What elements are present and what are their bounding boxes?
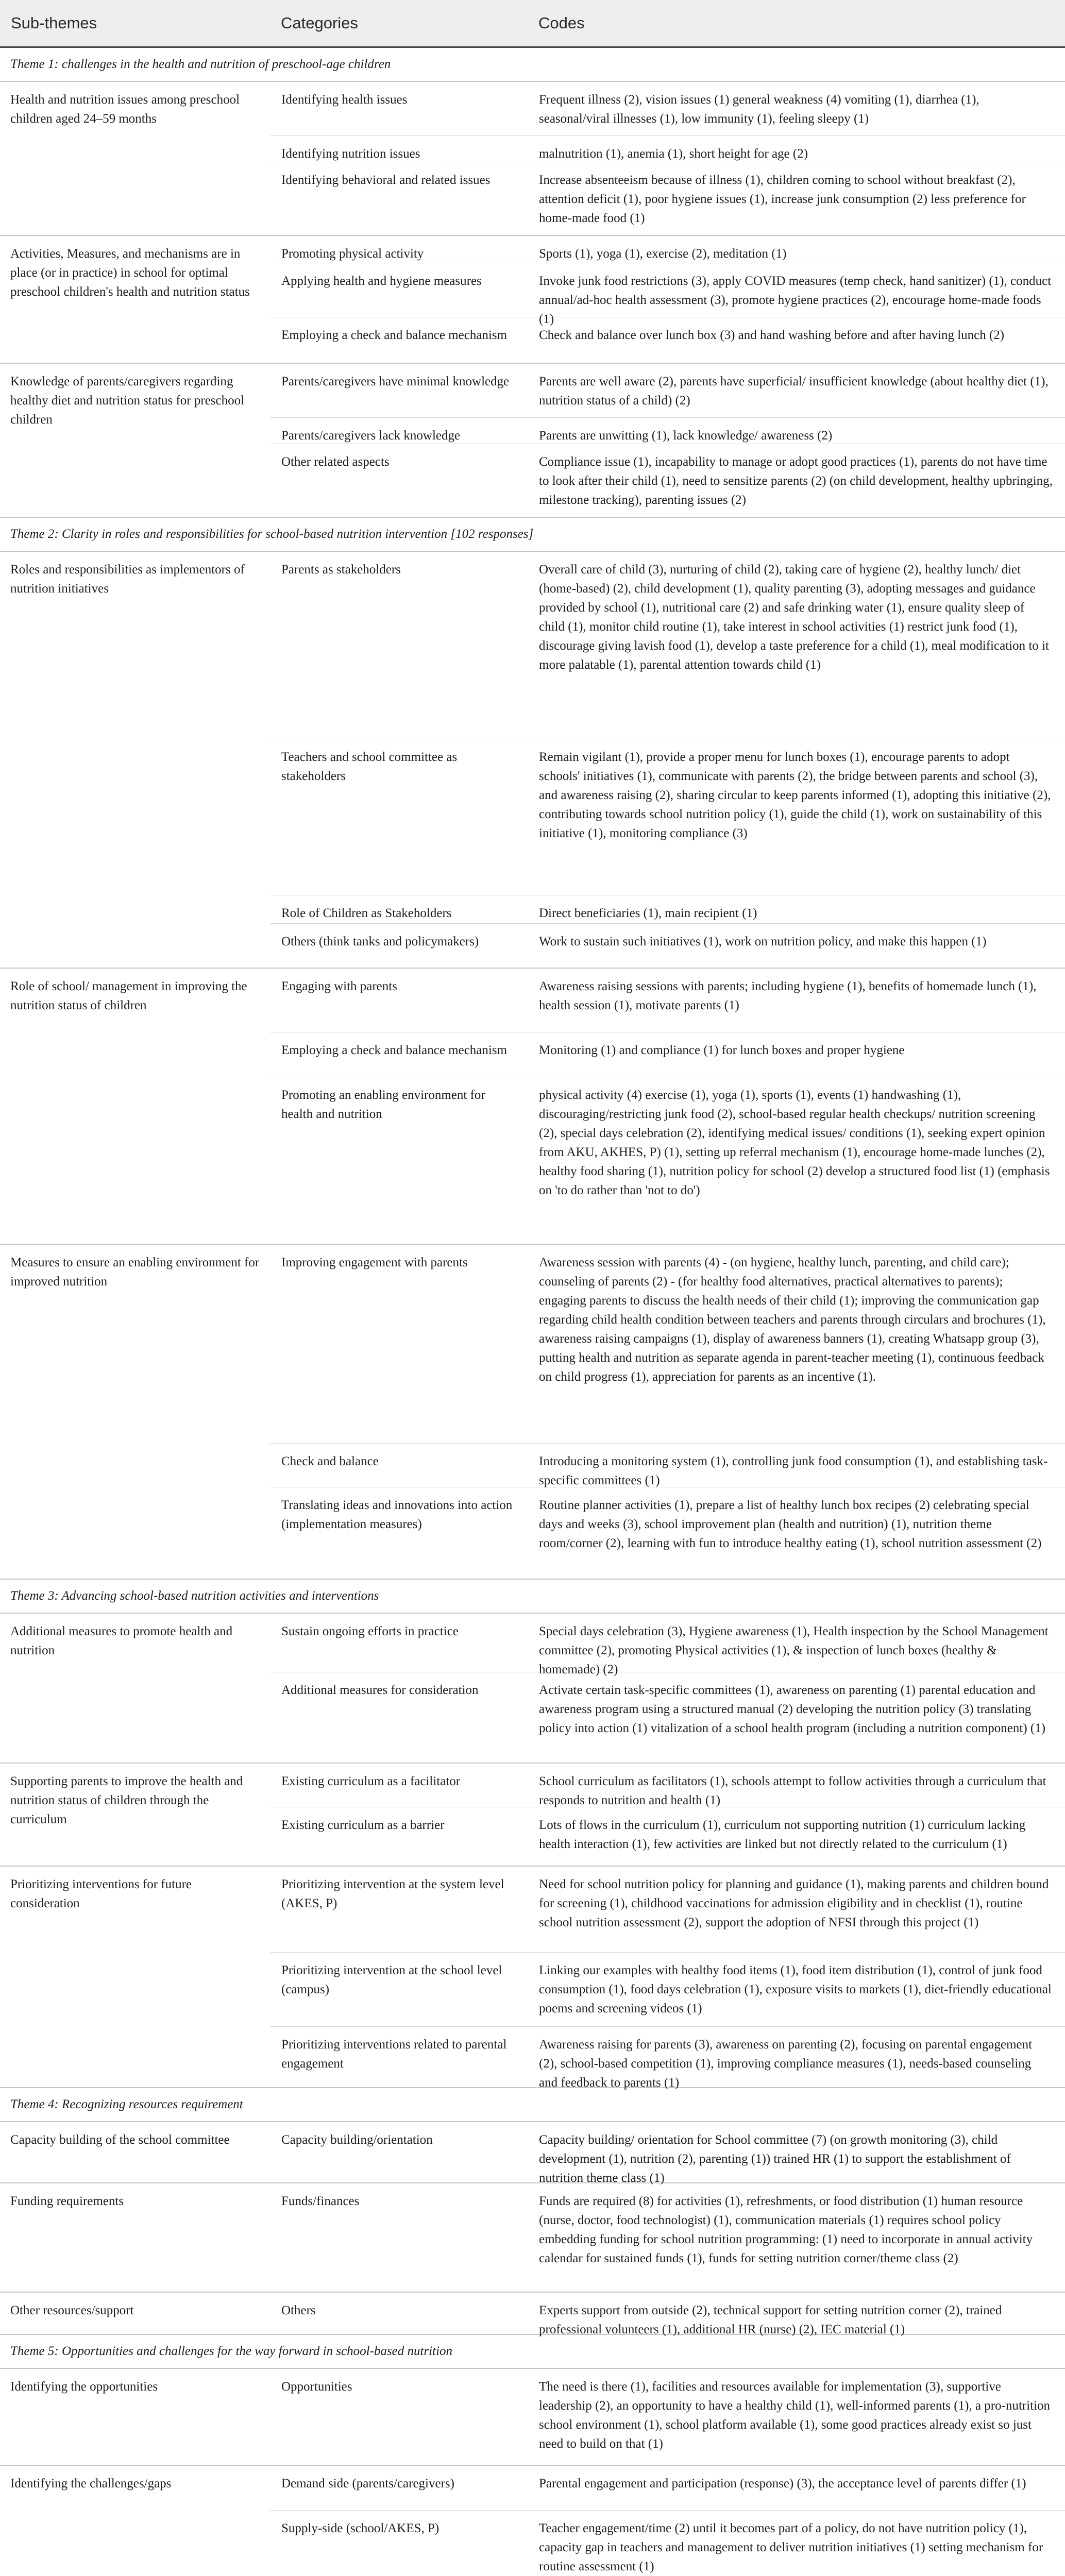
category-codes: Increase absenteeism because of illness (1), children coming to school without breakfast (2), attention deficit (1), poor hygiene issues (1), increase junk consumption (2) less preference for home-made food (1)	[539, 173, 1026, 225]
subtheme-row	[0, 2183, 1065, 2293]
category-row	[270, 924, 1065, 968]
subtheme-row	[0, 552, 1065, 969]
subtheme-name: Supporting parents to improve the health and nutrition status of children through the curriculum	[10, 1774, 243, 1826]
category-group	[270, 1614, 1065, 1762]
category-codes: Work to sustain such initiatives (1), work on nutrition policy, and make this happen (1)	[539, 935, 987, 948]
category-row	[270, 1444, 1065, 1487]
category-codes: Parental engagement and participation (response) (3), the acceptance level of parents differ (1)	[539, 2477, 1026, 2490]
category-name: Sustain ongoing efforts in practice	[281, 1624, 459, 1638]
subtheme-row	[0, 1245, 1065, 1580]
table-header	[0, 0, 1065, 48]
category-codes: Special days celebration (3), Hygiene awareness (1), Health inspection by the School Management committee (2), promoting Physical activities (1), & inspection of lunch boxes (healthy & homemade) (2)	[539, 1624, 1049, 1676]
category-name: Role of Children as Stakeholders	[281, 906, 452, 920]
category-codes: Direct beneficiaries (1), main recipient (1)	[539, 906, 757, 920]
category-row	[270, 236, 1065, 263]
category-group	[270, 2183, 1065, 2292]
subtheme-row	[0, 1867, 1065, 2088]
subtheme-name: Role of school/ management in improving the nutrition status of children	[10, 979, 247, 1012]
category-name: Prioritizing intervention at the system level (AKES, P)	[281, 1877, 504, 1910]
subtheme-row	[0, 2369, 1065, 2466]
subtheme-name: Capacity building of the school committee	[10, 2133, 230, 2147]
category-row	[270, 1672, 1065, 1762]
subtheme-row	[0, 2466, 1065, 2576]
category-name: Funds/finances	[281, 2194, 360, 2208]
subtheme-name: Health and nutrition issues among preschool children aged 24–59 months	[10, 93, 240, 126]
category-row	[270, 1764, 1065, 1807]
category-group	[270, 364, 1065, 517]
category-codes: Awareness raising for parents (3), awareness on parenting (2), focusing on parental engagement (2), school-based competition (1), improving compliance measures (1), needs-based counseling and feedback to parents (1)	[539, 2038, 1033, 2090]
category-codes: Awareness raising sessions with parents; including hygiene (1), benefits of homemade lunch (1), health session (1), motivate parents (1)	[539, 979, 1037, 1012]
theme-heading: Theme 2: Clarity in roles and responsibilities for school-based nutrition intervention [102 responses]	[0, 518, 1065, 552]
category-group	[270, 82, 1065, 235]
category-row	[270, 263, 1065, 326]
category-group	[270, 2466, 1065, 2576]
category-name: Opportunities	[281, 2380, 352, 2394]
category-name: Prioritizing interventions related to parental engagement	[281, 2038, 507, 2071]
subtheme-name: Measures to ensure an enabling environment for improved nutrition	[10, 1256, 260, 1289]
category-group	[270, 552, 1065, 968]
category-name: Demand side (parents/caregivers)	[281, 2477, 454, 2490]
category-group	[270, 1245, 1065, 1579]
category-name: Others	[281, 2303, 316, 2317]
category-group	[270, 2122, 1065, 2185]
category-name: Applying health and hygiene measures	[281, 274, 482, 288]
subtheme-row	[0, 1764, 1065, 1867]
category-name: Supply-side (school/AKES, P)	[281, 2521, 439, 2535]
category-codes: The need is there (1), facilities and resources available for implementation (3), supportive leadership (2), an opportunity to have a healthy child (1), well-informed parents (1), a pro-nutrition school environment (1), school platform available (1), some good practices already exist so just need to build on that (1)	[539, 2380, 1051, 2451]
category-row	[270, 1245, 1065, 1444]
subtheme-row	[0, 236, 1065, 364]
subtheme-name: Additional measures to promote health and nutrition	[10, 1624, 233, 1657]
theme-heading: Theme 3: Advancing school-based nutrition activities and interventions	[0, 1580, 1065, 1614]
category-name: Identifying behavioral and related issues	[281, 173, 491, 187]
header-subthemes: Sub-themes	[11, 14, 97, 32]
category-codes: Routine planner activities (1), prepare a list of healthy lunch box recipes (2) celebrating special days and weeks (3), school improvement plan (health and nutrition) (1), nutrition theme room/corner (2), learning with fun to introduce healthy eating (1), school nutrition assessment (2)	[539, 1498, 1042, 1550]
category-codes: Linking our examples with healthy food items (1), food item distribution (1), control of junk food consumption (1), food days celebration (1), exposure visits to markets (1), diet-friendly educational poems and screening videos (1)	[539, 1963, 1052, 2015]
category-row	[270, 1807, 1065, 1866]
subtheme-name: Funding requirements	[10, 2194, 124, 2208]
category-row	[270, 364, 1065, 418]
category-name: Check and balance	[281, 1454, 379, 1468]
category-row	[270, 162, 1065, 235]
subtheme-row	[0, 969, 1065, 1245]
category-codes: School curriculum as facilitators (1), schools attempt to follow activities through a curriculum that responds to nutrition and health (1)	[539, 1774, 1046, 1807]
category-codes: Activate certain task-specific committees (1), awareness on parenting (1) parental education and awareness program using a structured manual (2) developing the nutrition policy (3) translating policy into action (1) vitalization of a school health program (including a nutrition component) (1)	[539, 1683, 1046, 1735]
category-row	[270, 2511, 1065, 2576]
category-row	[270, 317, 1065, 363]
category-codes: Monitoring (1) and compliance (1) for lunch boxes and proper hygiene	[539, 1043, 905, 1057]
category-codes: Need for school nutrition policy for planning and guidance (1), making parents and children bound for screening (1), childhood vaccinations for admission eligibility and in checklist (1), routine school nutrition assessment (2), support the adoption of NFSI through this project (1)	[539, 1877, 1049, 1929]
category-codes: Parents are unwitting (1), lack knowledge/ awareness (2)	[539, 429, 833, 443]
category-group	[270, 969, 1065, 1244]
theme-heading: Theme 5: Opportunities and challenges for the way forward in school-based nutrition	[0, 2335, 1065, 2369]
category-group	[270, 1764, 1065, 1866]
category-row	[270, 2293, 1065, 2334]
category-group	[270, 1867, 1065, 2090]
category-group	[270, 2293, 1065, 2334]
category-name: Identifying health issues	[281, 93, 408, 107]
category-group	[270, 236, 1065, 363]
category-codes: malnutrition (1), anemia (1), short height for age (2)	[539, 147, 808, 161]
category-name: Translating ideas and innovations into action (implementation measures)	[281, 1498, 513, 1531]
category-codes: Teacher engagement/time (2) until it becomes part of a policy, do not have nutrition policy (1), capacity gap in teachers and management to deliver nutrition initiatives (1) setting mechanism for routine assessment (1)	[539, 2521, 1043, 2573]
category-codes: Invoke junk food restrictions (3), apply COVID measures (temp check, hand sanitizer) (1), conduct annual/ad-hoc health assessment (3), promote hygiene practices (2), encourage home-made foods (1)	[539, 274, 1052, 326]
category-name: Capacity building/orientation	[281, 2133, 433, 2147]
category-name: Improving engagement with parents	[281, 1256, 468, 1269]
category-row	[270, 1077, 1065, 1244]
category-codes: Parents are well aware (2), parents have superficial/ insufficient knowledge (about healthy diet (1), nutrition status of a child) (2)	[539, 375, 1049, 408]
category-row	[270, 444, 1065, 517]
category-row	[270, 2122, 1065, 2185]
category-codes: Sports (1), yoga (1), exercise (2), meditation (1)	[539, 247, 787, 261]
category-codes: Remain vigilant (1), provide a proper menu for lunch boxes (1), encourage parents to adopt schools' initiatives (1), communicate with parents (2), the bridge between parents and school (3), and awareness raising (2), sharing circular to keep parents informed (1), adopting this initiative (2), contributing towards school nutrition policy (1), guide the child (1), work on sustainability of this initiative (1), monitoring compliance (3)	[539, 750, 1051, 840]
category-codes: Overall care of child (3), nurturing of child (2), taking care of hygiene (2), healthy lunch/ diet (home-based) (2), child development (1), quality parenting (3), adopting messages and guidance provided by school (1), nutritional care (2) and safe drinking water (1), ensure quality sleep of child (1), monitor child routine (1), take interest in school activities (1) restrict junk food (1), discourage giving lavish food (1), develop a taste preference for a child (1), meal modification to it more palatable (1), parental attention towards child (1)	[539, 563, 1049, 672]
category-codes: Experts support from outside (2), technical support for setting nutrition corner (2), trained professional volunteers (1), additional HR (nurse) (2), IEC material (1)	[539, 2303, 1002, 2336]
category-codes: Funds are required (8) for activities (1), refreshments, or food distribution (1) human resource (nurse, doctor, food technologist) (1), communication materials (1) requires school policy embedding funding for school nutrition programming: (1) need to incorporate in annual activity calendar for sustained funds (1), funds for setting nutrition corner/theme class (2)	[539, 2194, 1033, 2265]
subtheme-name: Activities, Measures, and mechanisms are in place (or in practice) in school for optimal preschool children's health and nutrition status	[10, 247, 250, 299]
category-name: Employing a check and balance mechanism	[281, 328, 508, 342]
category-name: Identifying nutrition issues	[281, 147, 420, 161]
subtheme-row	[0, 364, 1065, 518]
subtheme-name: Knowledge of parents/caregivers regarding healthy diet and nutrition status for preschool children	[10, 375, 245, 427]
category-row	[270, 1614, 1065, 1676]
subtheme-name: Identifying the opportunities	[10, 2380, 158, 2394]
category-row	[270, 418, 1065, 444]
category-row	[270, 2183, 1065, 2292]
header-codes: Codes	[538, 14, 585, 32]
category-name: Other related aspects	[281, 455, 390, 469]
category-codes: Awareness session with parents (4) - (on hygiene, healthy lunch, parenting, and child care); counseling of parents (2) - (for healthy food alternatives, practical alternatives to parents); engaging parents to discuss the health needs of their child (1); improving the communication gap regarding child health condition between teachers and parents through circulars and brochures (1), awareness raising campaigns (1), display of awareness banners (1), creating Whatsapp group (3), putting health and nutrition as separate agenda in parent-teacher meeting (1), continuous feedback on child progress (1), appreciation for parents as an incentive (1).	[539, 1256, 1046, 1384]
category-name: Additional measures for consideration	[281, 1683, 479, 1697]
category-row	[270, 2027, 1065, 2090]
subtheme-row	[0, 82, 1065, 236]
category-name: Engaging with parents	[281, 979, 397, 993]
category-row	[270, 2466, 1065, 2511]
category-row	[270, 1032, 1065, 1077]
subtheme-row	[0, 2122, 1065, 2183]
category-row	[270, 739, 1065, 895]
category-name: Prioritizing intervention at the school level (campus)	[281, 1963, 502, 1996]
category-codes: Lots of flows in the curriculum (1), curriculum not supporting nutrition (1) curriculum lacking health interaction (1), few activities are linked but not directly related to the curriculum (1)	[539, 1818, 1026, 1851]
category-name: Teachers and school committee as stakeholders	[281, 750, 458, 783]
subtheme-name: Other resources/support	[10, 2303, 134, 2317]
category-name: Existing curriculum as a barrier	[281, 1818, 445, 1832]
category-name: Parents/caregivers lack knowledge	[281, 429, 461, 443]
category-codes: Compliance issue (1), incapability to manage or adopt good practices (1), parents do not have time to look after their child (1), need to sensitize parents (2) (on child development, healthy upbringing, milestone tracking), parenting issues (2)	[539, 455, 1053, 507]
category-name: Promoting physical activity	[281, 247, 424, 261]
category-name: Parents as stakeholders	[281, 563, 401, 577]
category-row	[270, 895, 1065, 924]
category-name: Parents/caregivers have minimal knowledge	[281, 375, 510, 388]
table-body	[0, 48, 1065, 2576]
subtheme-row	[0, 1614, 1065, 1764]
category-codes: physical activity (4) exercise (1), yoga (1), sports (1), events (1) handwashing (1), discouraging/restricting junk food (2), school-based regular health checkups/ nutrition screening (2), special days celebration (2), identifying medical issues/ conditions (1), seeking expert opinion from AKU, AKHES, P) (1), setting up referral mechanism (1), encourage home-made lunches (2), healthy food sharing (1), nutrition policy for school (2) develop a structured food list (1) (emphasis on 'to do rather than 'not to do')	[539, 1088, 1050, 1197]
header-categories: Categories	[281, 14, 358, 32]
theme-heading: Theme 4: Recognizing resources requirement	[0, 2088, 1065, 2122]
category-codes: Introducing a monitoring system (1), controlling junk food consumption (1), and establishing task-specific committees (1)	[539, 1454, 1048, 1487]
category-codes: Capacity building/ orientation for School committee (7) (on growth monitoring (3), child development (1), nutrition (2), parenting (1)) trained HR (1) to support the establishment of nutrition theme class (1)	[539, 2133, 1011, 2185]
category-row	[270, 136, 1065, 162]
category-codes: Check and balance over lunch box (3) and hand washing before and after having lunch (2)	[539, 328, 1005, 342]
category-row	[270, 1953, 1065, 2027]
category-row	[270, 969, 1065, 1032]
category-codes: Frequent illness (2), vision issues (1) general weakness (4) vomiting (1), diarrhea (1), seasonal/viral illnesses (1), low immunity (1), feeling sleepy (1)	[539, 93, 979, 126]
category-row	[270, 552, 1065, 739]
category-row	[270, 82, 1065, 136]
theme-heading: Theme 1: challenges in the health and nutrition of preschool-age children	[0, 48, 1065, 82]
category-name: Existing curriculum as a facilitator	[281, 1774, 461, 1788]
category-group	[270, 2369, 1065, 2465]
subtheme-name: Identifying the challenges/gaps	[10, 2477, 172, 2490]
category-name: Others (think tanks and policymakers)	[281, 935, 479, 948]
category-name: Promoting an enabling environment for health and nutrition	[281, 1088, 485, 1121]
subtheme-name: Prioritizing interventions for future consideration	[10, 1877, 192, 1910]
category-row	[270, 1867, 1065, 1953]
category-row	[270, 2369, 1065, 2465]
subtheme-name: Roles and responsibilities as implementors of nutrition initiatives	[10, 563, 245, 596]
category-name: Employing a check and balance mechanism	[281, 1043, 508, 1057]
subtheme-row	[0, 2293, 1065, 2335]
category-row	[270, 1487, 1065, 1579]
